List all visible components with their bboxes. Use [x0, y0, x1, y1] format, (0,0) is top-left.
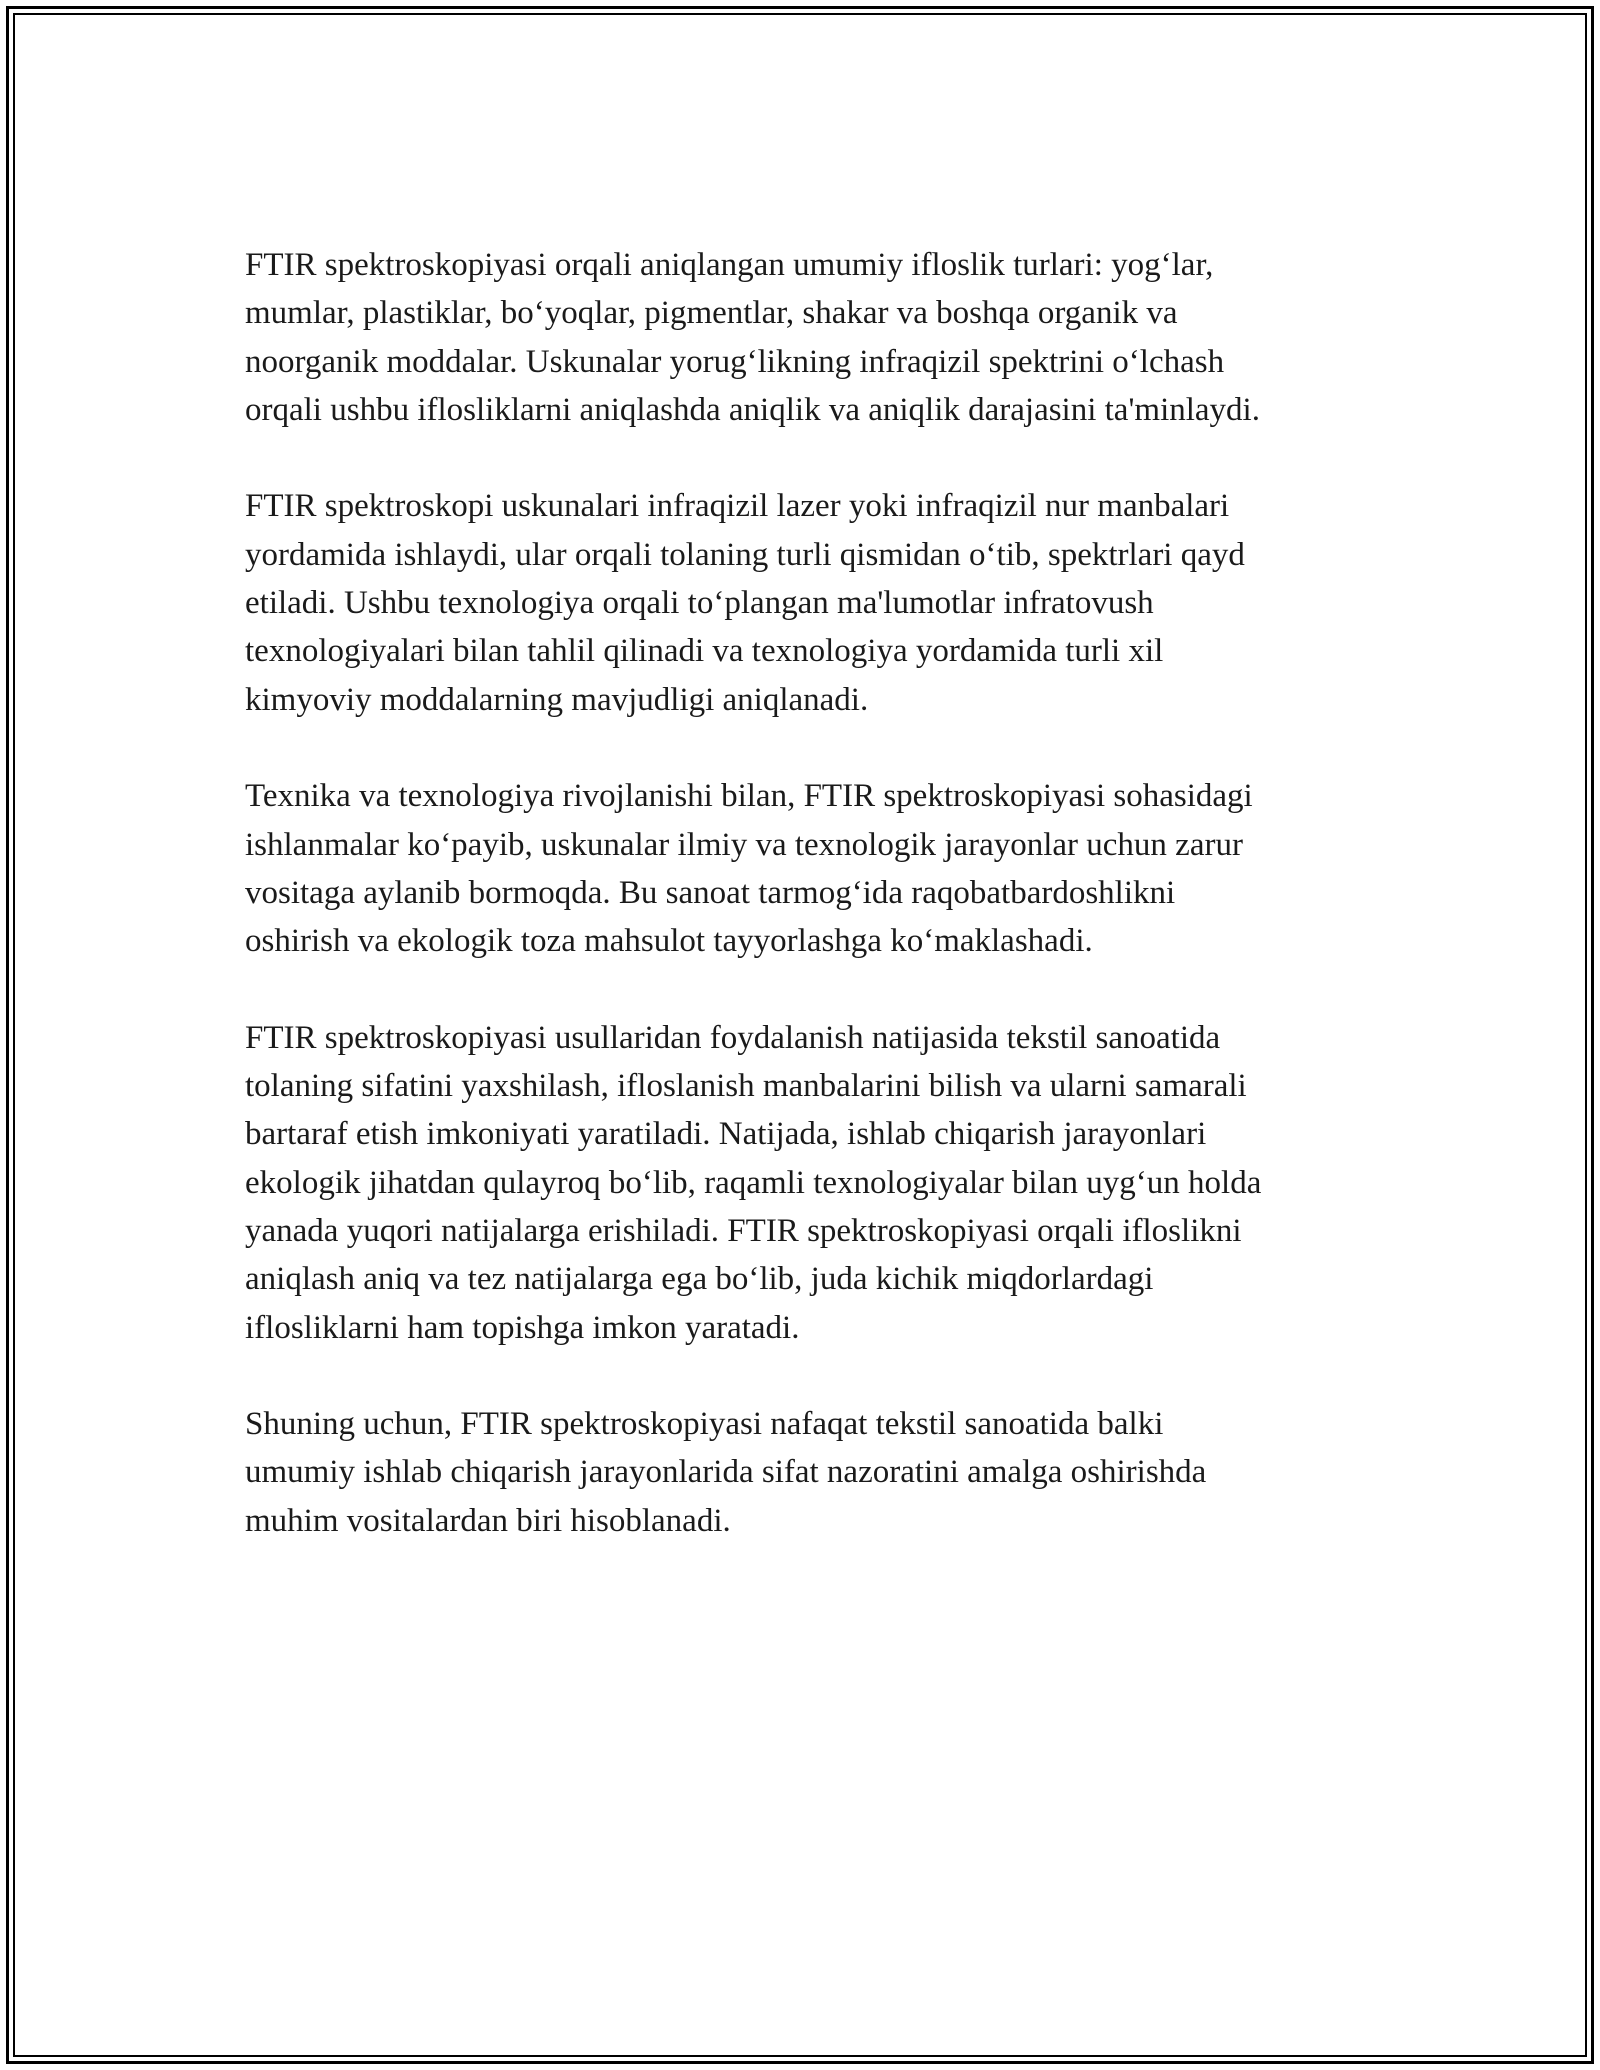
paragraph-3: [245, 772, 1395, 965]
text-line: bartaraf etish imkoniyati yaratiladi. Natijada, ishlab chiqarish jarayonlari: [245, 1116, 1207, 1153]
page-frame: [6, 6, 1594, 2064]
document-body: [245, 241, 1395, 1593]
text-line: Shuning uchun, FTIR spektroskopiyasi nafaqat tekstil sanoatida balki: [245, 1406, 1164, 1443]
text-line: kimyoviy moddalarning mavjudligi aniqlanadi.: [245, 681, 869, 718]
text-line: ifloslikl​arni ham topishga imkon yaratadi.: [245, 1309, 800, 1346]
text-line: noorganik moddalar. Uskunalar yorug‘likning infraqizil spektrini o‘lchash: [245, 343, 1225, 380]
text-line: vositaga aylanib bormoqda. Bu sanoat tarmog‘ida raqobatbardoshlikni: [245, 874, 1176, 911]
text-line: etiladi. Ushbu texnologiya orqali to‘plangan ma'lumotlar infratovush: [245, 585, 1154, 622]
text-line: yordamida ishlaydi, ular orqali tolaning turli qismidan o‘tib, spektrlari qayd: [245, 536, 1245, 573]
text-line: ekologik jihatdan qulayroq bo‘lib, raqamli texnologiyalar bilan uyg‘un holda: [245, 1164, 1262, 1201]
paragraph-2: [245, 482, 1395, 723]
text-line: tolaning sifatini yaxshilash, ifloslanish manbalarini bilish va ularni samarali: [245, 1068, 1247, 1105]
text-line: FTIR spektroskopiyasi orqali aniqlangan umumiy ifloslik turlari: yog‘lar,: [245, 247, 1214, 283]
paragraph-5: [245, 1400, 1395, 1545]
text-line: aniqlash aniq va tez natijalarga ega bo‘lib, juda kichik miqdorlardagi: [245, 1261, 1154, 1298]
text-line: FTIR spektroskopiyasi usullaridan foydalanish natijasida tekstil sanoatida: [245, 1019, 1221, 1056]
text-line: yanada yuqori natijalarga erishiladi. FTIR spektroskopiyasi orqali ifloslikni: [245, 1212, 1242, 1249]
text-line: texnologiyalari bilan tahlil qilinadi va texnologiya yordamida turli xil: [245, 633, 1164, 670]
paragraph-1: [245, 241, 1395, 434]
text-line: oshirish va ekologik toza mahsulot tayyorlashga ko‘maklashadi.: [245, 923, 1093, 960]
text-line: Texnika va texnologiya rivojlanishi bilan, FTIR spektroskopiyasi sohasidagi: [245, 778, 1253, 815]
text-line: muhim vositalardan biri hisoblanadi.: [245, 1502, 731, 1539]
text-line: umumiy ishlab chiqarish jarayonlarida sifat nazoratini amalga oshirishda: [245, 1454, 1207, 1491]
text-line: ishlanmalar ko‘payib, uskunalar ilmiy va texnologik jarayonlar uchun zarur: [245, 826, 1243, 863]
paragraph-4: [245, 1014, 1395, 1352]
text-line: FTIR spektroskopi uskunalari infraqizil lazer yoki infraqizil nur manbalari: [245, 488, 1230, 525]
text-line: orqali ushbu ifloslikl​arni aniqlashda aniqlik va aniqlik darajasini ta'minlaydi.: [245, 391, 1260, 428]
text-line: mumlar, plastiklar, bo‘yoqlar, pigmentlar, shakar va boshqa organik va: [245, 295, 1178, 332]
